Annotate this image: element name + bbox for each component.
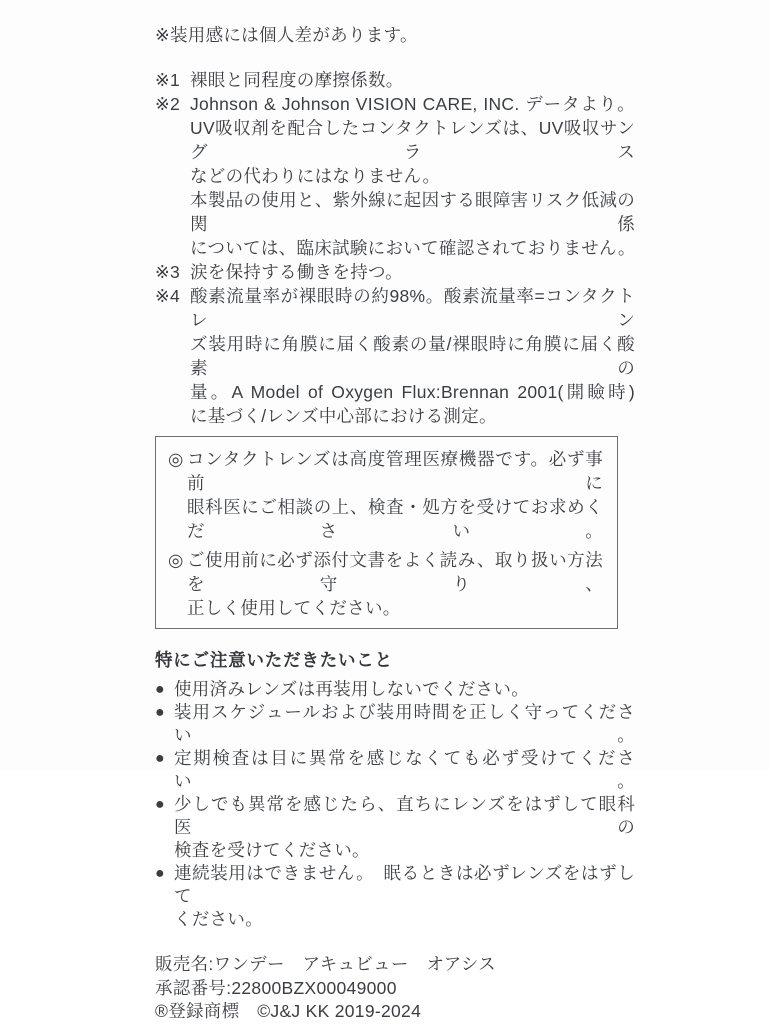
bullet-marker: ●: [155, 796, 165, 813]
double-circle-marker: ◎: [168, 550, 184, 570]
text-line: 装用スケジュールおよび装用時間を正しく守ってください。: [174, 702, 635, 745]
text-line: コンタクトレンズは高度管理医療機器です。必ず事前に: [187, 449, 603, 493]
text-line: 少しでも異常を感じたら、直ちにレンズをはずして眼科医の: [174, 794, 635, 837]
caution-item-1: [155, 678, 635, 701]
footnote-3: [155, 260, 635, 284]
text-line: 量。A Model of Oxygen Flux:Brennan 2001(開瞼時): [190, 382, 635, 402]
text-line: に基づく/レンズ中心部における測定。: [190, 406, 497, 426]
bullet-marker: ●: [155, 865, 165, 882]
footnote-2: [155, 92, 635, 260]
footnote-marker: ※2: [155, 94, 180, 114]
text-line: 連続装用はできません。 眠るときは必ずレンズをはずして: [174, 863, 635, 906]
caution-heading: 特にご注意いただきたいこと: [155, 650, 393, 670]
trademark-copyright: ®登録商標 ©J&J KK 2019-2024: [155, 1001, 422, 1021]
footnote-4: [155, 284, 635, 428]
footnotes-section: [155, 68, 635, 428]
bullet-marker: ●: [155, 681, 165, 698]
approval-number: 承認番号:22800BZX00049000: [155, 977, 397, 998]
text-line: 本製品の使用と、紫外線に起因する眼障害リスク低減の関係: [190, 190, 635, 234]
text-line: については、臨床試験において確認されておりません。: [190, 238, 636, 258]
product-name: 販売名:ワンデー アキュビュー オアシス: [155, 954, 496, 974]
text-line: 眼科医にご相談の上、検査・処方を受けてお求めください。: [187, 497, 603, 541]
document-content: [155, 23, 635, 1024]
text-line: などの代わりにはなりません。: [190, 166, 441, 186]
text-line: 使用済みレンズは再装用しないでください。: [174, 679, 530, 699]
caution-item-5: [155, 862, 635, 931]
text-line: 定期検査は目に異常を感じなくても必ず受けてください。: [174, 748, 635, 791]
double-circle-marker: ◎: [168, 449, 184, 469]
fit-note: ※装用感には個人差があります。: [155, 25, 418, 45]
bullet-marker: ●: [155, 704, 165, 721]
footnote-marker: ※1: [155, 70, 180, 90]
caution-item-3: [155, 747, 635, 793]
advisory-box: [155, 436, 618, 629]
footnote-1: [155, 68, 635, 92]
text-line: ご使用前に必ず添付文書をよく読み、取り扱い方法を守り、: [187, 550, 603, 594]
caution-section: [155, 678, 635, 931]
text-line: ください。: [174, 909, 263, 929]
text-line: 検査を受けてください。: [174, 840, 370, 860]
footer-section: [155, 953, 635, 1024]
caution-item-4: [155, 793, 635, 862]
text-line: 酸素流量率が裸眼時の約98%。酸素流量率=コンタクトレン: [190, 286, 635, 330]
text-line: UV吸収剤を配合したコンタクトレンズは、UV吸収サングラス: [190, 118, 635, 162]
text-line: Johnson & Johnson VISION CARE, INC. データより。: [190, 94, 635, 114]
advisory-note-1: [168, 447, 603, 543]
text-line: ズ装用時に角膜に届く酸素の量/裸眼時に角膜に届く酸素の: [190, 334, 635, 378]
advisory-note-2: [168, 548, 603, 620]
text-line: 正しく使用してください。: [187, 598, 401, 618]
bullet-marker: ●: [155, 750, 165, 767]
text-line: 裸眼と同程度の摩擦係数。: [190, 70, 404, 90]
text-line: 涙を保持する働きを持つ。: [190, 262, 403, 282]
caution-item-2: [155, 701, 635, 747]
footnote-marker: ※4: [155, 286, 180, 306]
footnote-marker: ※3: [155, 262, 180, 282]
